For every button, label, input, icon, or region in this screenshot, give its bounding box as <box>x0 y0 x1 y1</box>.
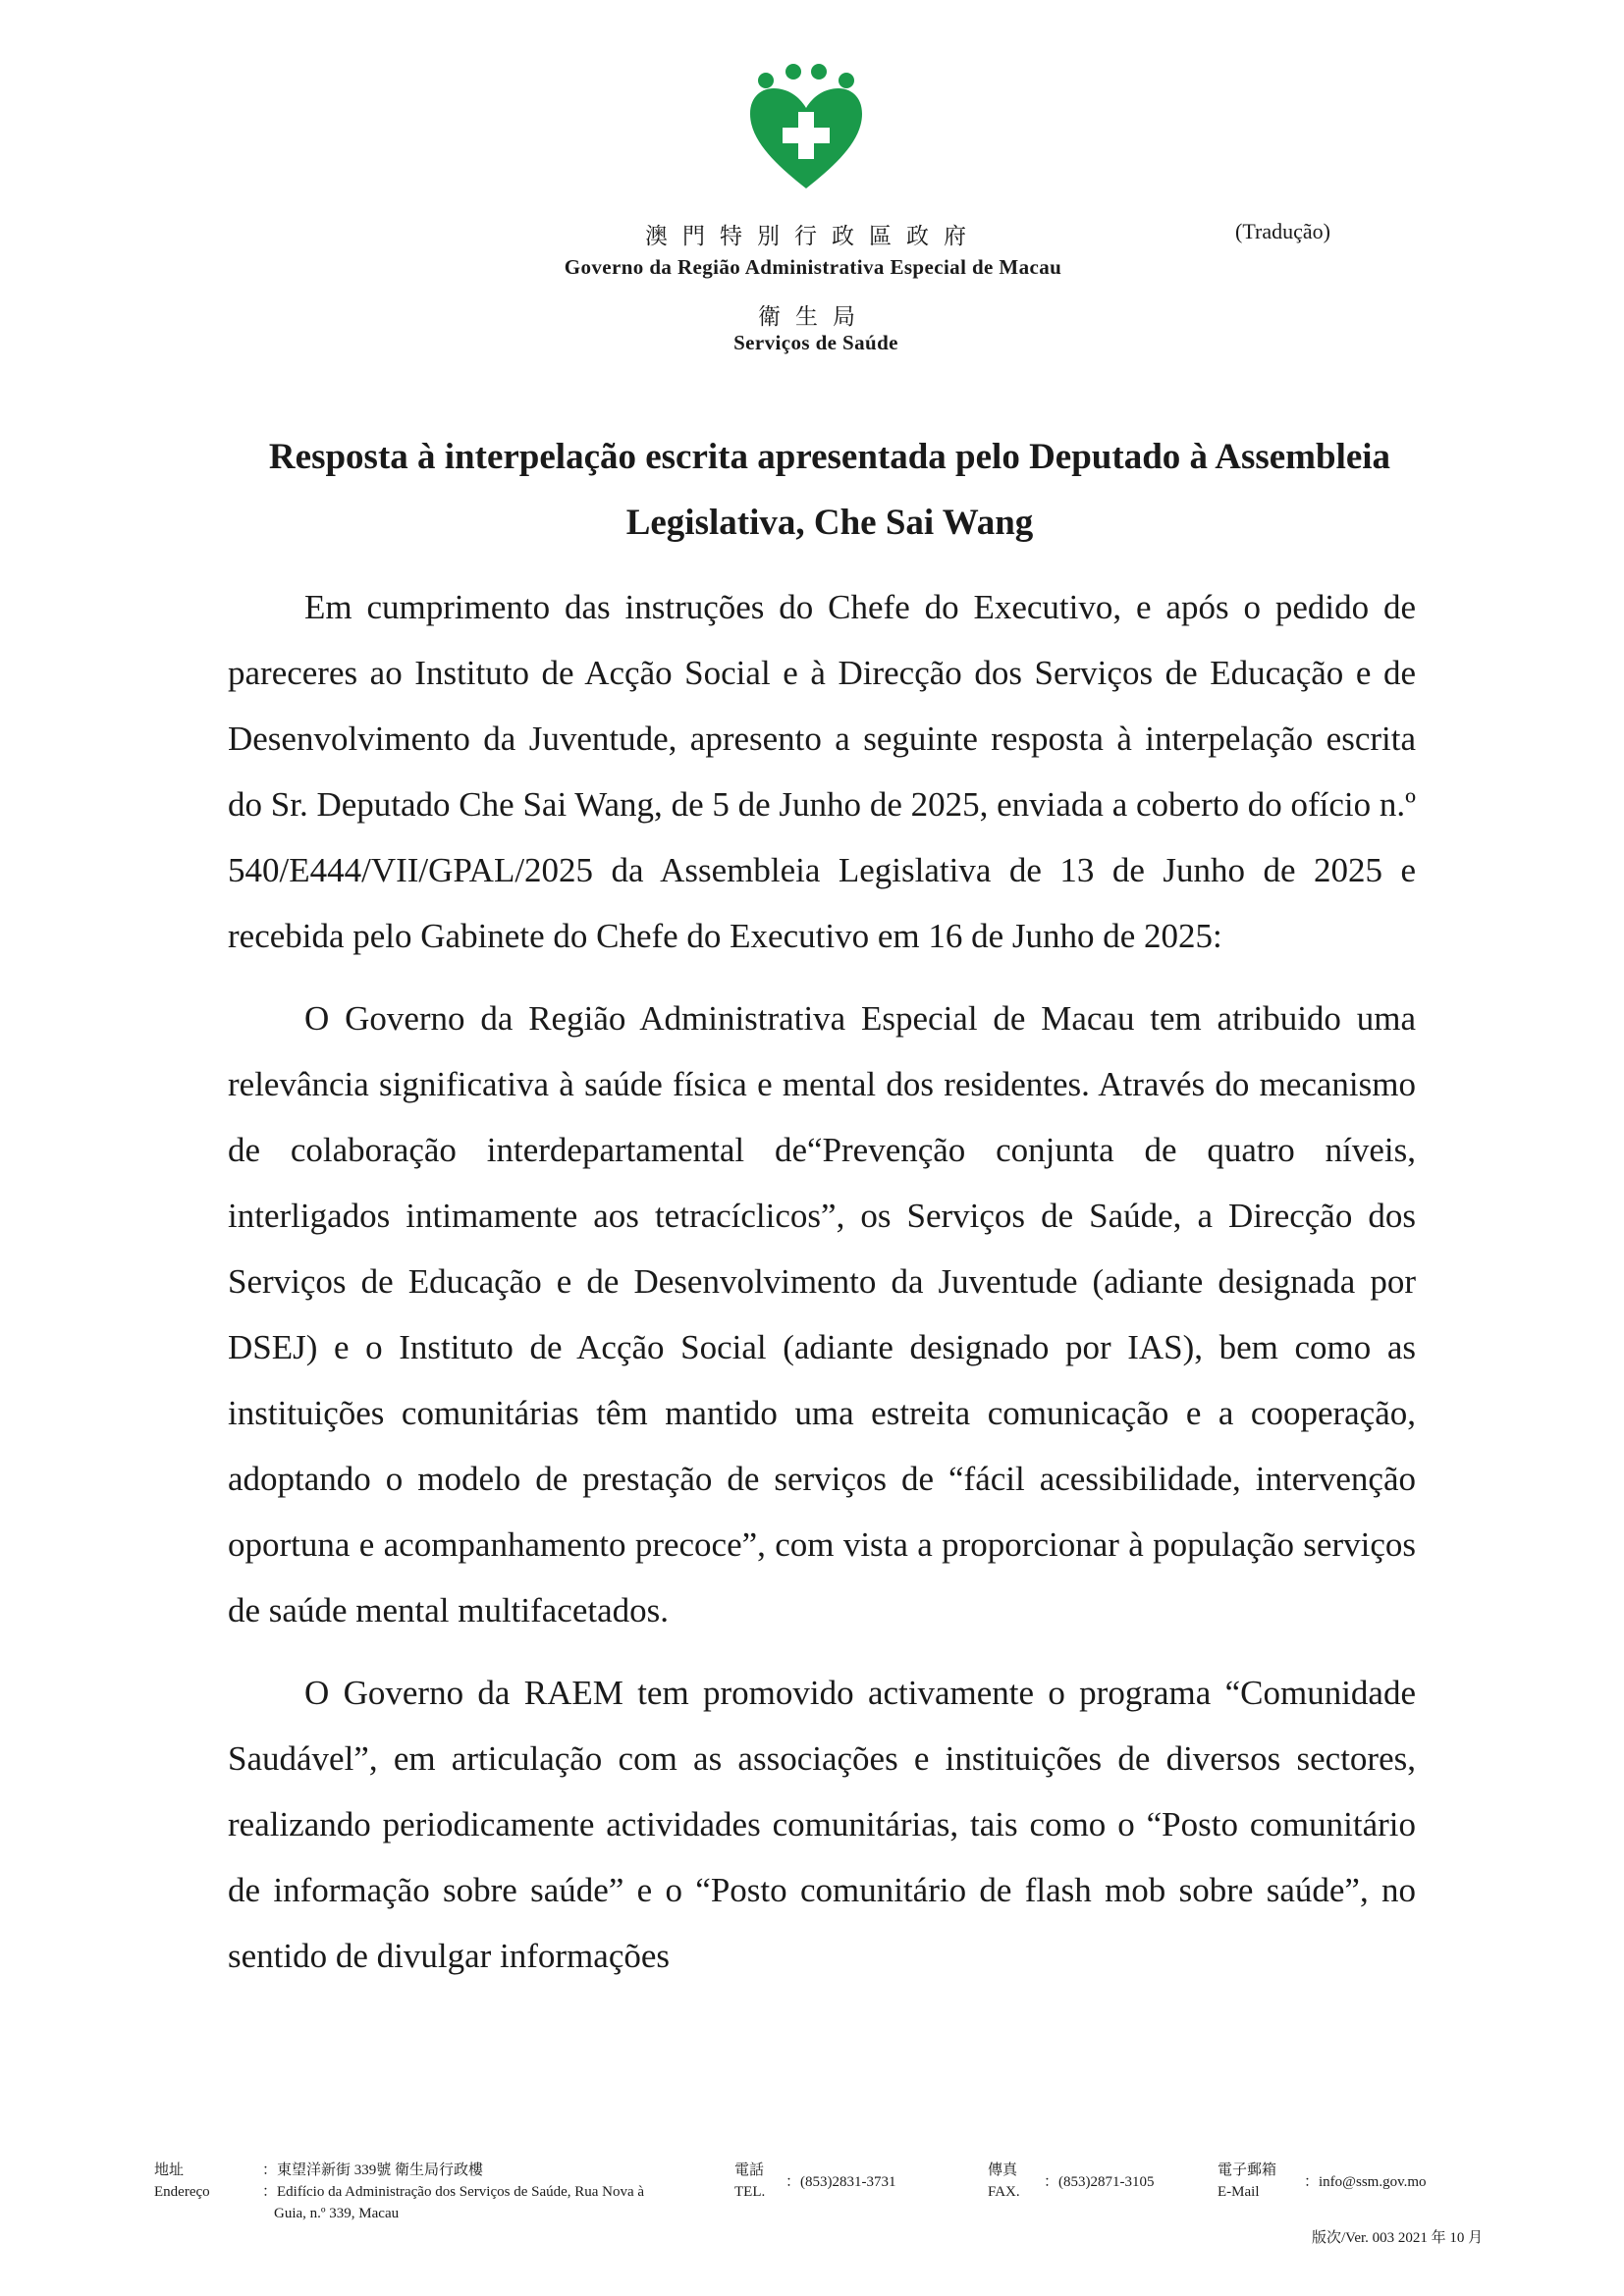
tel-label-pt: TEL. <box>734 2184 766 2200</box>
address-pt-line2: Guia, n.º 339, Macau <box>274 2206 400 2221</box>
email-label-pt: E-Mail <box>1218 2184 1260 2200</box>
address-pt-line1: ：Edifício da Administração dos Serviços de Saúde, Rua Nova à <box>262 2184 645 2200</box>
address-label-pt: Endereço <box>154 2184 210 2200</box>
fax-number: ：(853)2871-3105 <box>1044 2174 1155 2190</box>
fax-label-zh: 傳真 <box>988 2163 1018 2178</box>
government-name-chinese: 澳門特別行政區政府 <box>645 224 981 248</box>
body-paragraph: Em cumprimento das instruções do Chefe do Executivo, e após o pedido de pareceres ao Instituto de Acção Social e à Direcção dos Serviços de Educação e de Desenvolvimento da Juventude, apresento a seguinte resposta à interpelação escrita do Sr. Deputado Che Sai Wang, de 5 de Junho de 2025, enviada a coberto do ofício n.º 540/E444/VII/GPAL/2025 da Assembleia Legislativa de 13 de Junho de 2025 e recebida pelo Gabinete do Chefe do Executivo em 16 de Junho de 2025: <box>228 588 1416 955</box>
fax-label-pt: FAX. <box>988 2184 1020 2200</box>
ssm-logo-icon <box>748 63 864 190</box>
body-paragraph: O Governo da RAEM tem promovido activamente o programa “Comunidade Saudável”, em articulação com as associações e instituições de diversos sectores, realizando periodicamente actividades comunitárias, tais como o “Posto comunitário de informação sobre saúde” e o “Posto comunitário de flash mob sobre saúde”, no sentido de divulgar informações <box>228 1674 1416 1975</box>
document-body <box>228 574 1416 2005</box>
government-name-portuguese: Governo da Região Administrativa Especial de Macau <box>564 255 1062 279</box>
version-stamp: 版次/Ver. 003 2021 年 10 月 <box>1312 2230 1484 2246</box>
department-name-chinese: 衛生局 <box>758 304 870 329</box>
department-name-portuguese: Serviços de Saúde <box>733 331 898 354</box>
address-zh: ：東望洋新街 339號 衛生局行政樓 <box>262 2163 484 2178</box>
document-title: Resposta à interpelação escrita apresentada pelo Deputado à Assembleia Legislativa, Che Sai Wang <box>268 437 1391 543</box>
translation-note: (Tradução) <box>1235 219 1330 243</box>
body-paragraph: O Governo da Região Administrativa Especial de Macau tem atribuido uma relevância significativa à saúde física e mental dos residentes. Através do mecanismo de colaboração interdepartamental de“Prevenção conjunta de quatro níveis, interligados intimamente aos tetracíclicos”, os Serviços de Saúde, a Direcção dos Serviços de Educação e de Desenvolvimento da Juventude (adiante designada por DSEJ) e o Instituto de Acção Social (adiante designado por IAS), bem como as instituições comunitárias têm mantido uma estreita comunicação e a cooperação, adoptando o modelo de prestação de serviços de “fácil acessibilidade, intervenção oportuna e acompanhamento precoce”, com vista a proporcionar à população serviços de saúde mental multifacetados. <box>228 999 1416 1629</box>
tel-label-zh: 電話 <box>734 2163 765 2178</box>
email-label-zh: 電子郵箱 <box>1218 2163 1277 2178</box>
email-address: ：info@ssm.gov.mo <box>1304 2174 1427 2190</box>
tel-number: ：(853)2831-3731 <box>785 2174 896 2190</box>
address-label-zh: 地址 <box>154 2163 185 2178</box>
